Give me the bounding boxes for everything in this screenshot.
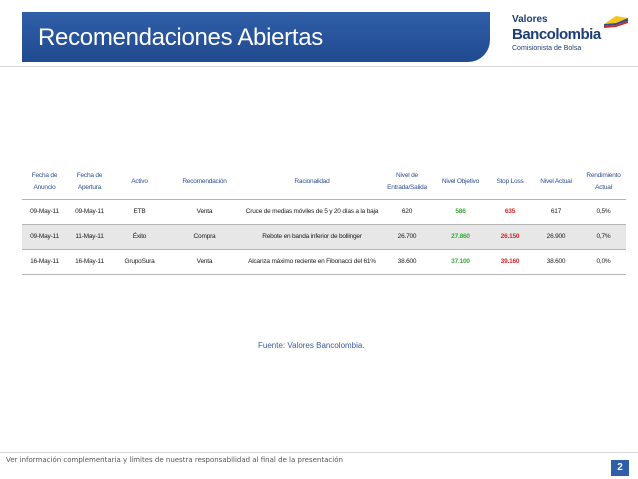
cell-nivel-entrada: 38.600 bbox=[382, 249, 432, 274]
col-stop-loss: Stop Loss bbox=[489, 165, 531, 199]
brand-logo bbox=[512, 14, 630, 54]
cell-activo: Éxito bbox=[112, 224, 167, 249]
cell-nivel-entrada: 26.700 bbox=[382, 224, 432, 249]
col-rendimiento-actual: Rendimiento Actual bbox=[581, 165, 626, 199]
cell-activo: ETB bbox=[112, 199, 167, 224]
cell-stop-loss: 26.150 bbox=[489, 224, 531, 249]
page-title: Recomendaciones Abiertas bbox=[38, 24, 323, 51]
table-header-row bbox=[22, 165, 626, 199]
cell-fecha-anuncio: 09-May-11 bbox=[22, 199, 67, 224]
footer-divider bbox=[0, 452, 638, 453]
logo-line-comisionista: Comisionista de Bolsa bbox=[512, 45, 582, 52]
cell-nivel-objetivo: 37.100 bbox=[432, 249, 489, 274]
col-nivel-entrada-salida: Nivel de Entrada/Salida bbox=[382, 165, 432, 199]
cell-fecha-apertura: 11-May-11 bbox=[67, 224, 112, 249]
cell-racionalidad: Rebote en banda inferior de bollinger bbox=[242, 224, 382, 249]
col-nivel-actual: Nivel Actual bbox=[531, 165, 581, 199]
source-note: Fuente: Valores Bancolombia. bbox=[258, 341, 365, 350]
cell-recomendacion: Compra bbox=[167, 224, 242, 249]
table-row bbox=[22, 199, 626, 224]
cell-rendimiento: 0,5% bbox=[581, 199, 626, 224]
page-number: 2 bbox=[611, 460, 629, 476]
col-fecha-apertura: Fecha de Apertura bbox=[67, 165, 112, 199]
cell-stop-loss: 635 bbox=[489, 199, 531, 224]
recommendations-table bbox=[22, 165, 626, 275]
cell-racionalidad: Cruce de medias móviles de 5 y 20 días a la baja bbox=[242, 199, 382, 224]
cell-rendimiento: 0,0% bbox=[581, 249, 626, 274]
logo-line-valores: Valores bbox=[512, 14, 548, 25]
cell-fecha-anuncio: 09-May-11 bbox=[22, 224, 67, 249]
col-nivel-objetivo: Nivel Objetivo bbox=[432, 165, 489, 199]
table-row bbox=[22, 224, 626, 249]
disclaimer-text: Ver información complementaria y límites de nuestra responsabilidad al final de la presentación bbox=[6, 456, 343, 464]
cell-fecha-apertura: 09-May-11 bbox=[67, 199, 112, 224]
cell-recomendacion: Venta bbox=[167, 199, 242, 224]
header-divider bbox=[0, 66, 638, 67]
cell-nivel-objetivo: 27.860 bbox=[432, 224, 489, 249]
col-activo: Activo bbox=[112, 165, 167, 199]
cell-activo: GrupoSura bbox=[112, 249, 167, 274]
col-recomendacion: Recomendación bbox=[167, 165, 242, 199]
cell-nivel-actual: 26.900 bbox=[531, 224, 581, 249]
cell-nivel-actual: 617 bbox=[531, 199, 581, 224]
table-row bbox=[22, 249, 626, 274]
cell-nivel-objetivo: 586 bbox=[432, 199, 489, 224]
cell-recomendacion: Venta bbox=[167, 249, 242, 274]
cell-nivel-entrada: 620 bbox=[382, 199, 432, 224]
cell-fecha-anuncio: 16-May-11 bbox=[22, 249, 67, 274]
cell-stop-loss: 39.160 bbox=[489, 249, 531, 274]
logo-line-bancolombia: Bancolombia bbox=[512, 26, 601, 43]
cell-fecha-apertura: 16-May-11 bbox=[67, 249, 112, 274]
col-fecha-anuncio: Fecha de Anuncio bbox=[22, 165, 67, 199]
cell-rendimiento: 0,7% bbox=[581, 224, 626, 249]
cell-racionalidad: Alcanza máximo reciente en Fibonacci del 61% bbox=[242, 249, 382, 274]
cell-nivel-actual: 38.600 bbox=[531, 249, 581, 274]
logo-flag-icon bbox=[602, 14, 630, 28]
col-racionalidad: Racionalidad bbox=[242, 165, 382, 199]
